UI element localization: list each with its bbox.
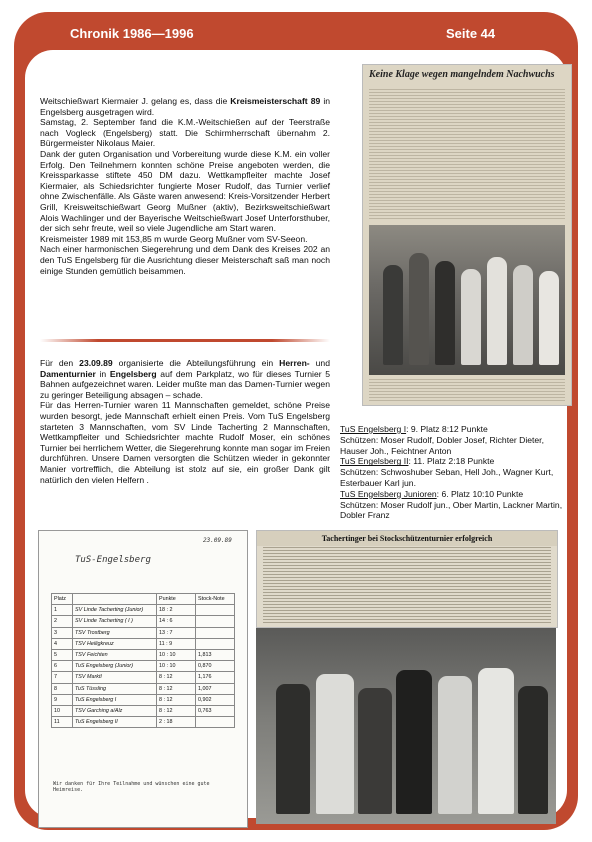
stock-note-cell: 0,763 bbox=[196, 705, 235, 716]
rank-cell: 4 bbox=[52, 638, 73, 649]
rank-cell: 2 bbox=[52, 616, 73, 627]
team-cell: SV Linde Tacherting ( I ) bbox=[73, 616, 157, 627]
clipping-text-columns bbox=[369, 89, 565, 219]
chronicle-title: Chronik 1986—1996 bbox=[70, 26, 194, 41]
points-cell: 10 : 10 bbox=[157, 649, 196, 660]
team-cell: TuS Tüssling bbox=[73, 683, 157, 694]
table-header-row: Platz Punkte Stock-Note bbox=[52, 594, 235, 605]
stock-note-cell bbox=[196, 605, 235, 616]
newspaper-clipping-2 bbox=[256, 530, 558, 628]
team-cell: TSV Marktl bbox=[73, 672, 157, 683]
clipping-text-body bbox=[263, 547, 551, 623]
rank-cell: 11 bbox=[52, 717, 73, 728]
article-kreismeisterschaft: Weitschießwart Kiermaier J. gelang es, dass die Kreismeisterschaft 89 in Engelsberg ausgetragen wird. Samstag, 2. September fand die K.M.-Weitschießen auf der Teerstraße nach Vogleck (Engelsberg) statt. Die Schirmherrschaft übernahm 2. Bürgermeister Nikolaus Maier. Dank der guten Organisation und Vorbereitung wurde diese K.M. ein voller Erfolg. Den Teilnehmern konnten schöne Preise angeboten werden, die Kreissparkasse stiftete 450 DM dazu. Wettkampfleiter machte Josef Kiermaier, als Schiedsrichter fungierte Moser Rudolf, das Turnier verlief ohne Zwischenfälle. Als Gäste waren anwesend: Kreis-Vorsitzender Herbert Grill, Kreisweitschießwart Georg Mußner (aktiv), Bezirksweitschießwart Alois Wachlinger und der Bayerische Weitschießwart Josef Unterforsthuber, der sich sehr freute, weil so viele Jugendliche am Start waren. Kreismeister 1989 mit 153,85 m wurde Georg Mußner vom SV-Seeon. Nach einer harmonischen Siegerehrung und dem Dank des Kreises 202 an den TuS Engelsberg für die Ausrichtung dieser Meisterschaft saß man noch einige Stunden gemütlich beisammen. bbox=[40, 96, 331, 276]
clipping-headline-2: Tachertinger bei Stockschützenturnier erfolgreich bbox=[257, 531, 557, 546]
stock-note-cell: 1,176 bbox=[196, 672, 235, 683]
table-row bbox=[52, 661, 235, 672]
stock-note-cell bbox=[196, 717, 235, 728]
scoresheet-date: 23.09.89 bbox=[203, 537, 232, 544]
rank-cell: 3 bbox=[52, 627, 73, 638]
points-cell: 8 : 12 bbox=[157, 672, 196, 683]
points-cell: 10 : 10 bbox=[157, 661, 196, 672]
table-row bbox=[52, 638, 235, 649]
team-cell: TuS Engelsberg (Junior) bbox=[73, 661, 157, 672]
results-table bbox=[51, 593, 235, 728]
rank-cell: 8 bbox=[52, 683, 73, 694]
points-cell: 8 : 12 bbox=[157, 694, 196, 705]
section-divider bbox=[40, 339, 330, 342]
points-cell: 2 : 18 bbox=[157, 717, 196, 728]
table-row bbox=[52, 672, 235, 683]
article-herrenturnier: Für den 23.09.89 organisierte die Abteilungsführung ein Herren- und Damenturnier in Engelsberg auf dem Parkplatz, wo für dieses Turnier 5 Bahnen aufgezeichnet waren. Leider mußte man das Damen-Turnier wegen zu geringer Beteiligung absagen – schade. Für das Herren-Turnier waren 11 Mannschaften gemeldet, schöne Preise wurden besorgt, jede Mannschaft erhielt einen Preis. Vom TuS Engelsberg starteten 3 Mannschaften, vom SV Linde Tacherting 2 Mannschaften, Wettkampfleiter und Schiedsrichter machte Rudolf Moser, ein schönes Turnier bei herrlichem Wetter, die Siegerehrung konnte man sogar im Freien durchführen. Unsere Damen versorgten die Schützen wieder in gekonnter Manier vortrefflich, die Abteilung ist stolz auf sie, ein großer Dank gilt natürlich den vielen Helfern . bbox=[40, 358, 331, 485]
stock-note-cell bbox=[196, 627, 235, 638]
team-cell: TuS Engelsberg I bbox=[73, 694, 157, 705]
rank-cell: 5 bbox=[52, 649, 73, 660]
stock-note-cell bbox=[196, 638, 235, 649]
team-cell: SV Linde Tacherting (Junior) bbox=[73, 605, 157, 616]
points-cell: 13 : 7 bbox=[157, 627, 196, 638]
rank-cell: 7 bbox=[52, 672, 73, 683]
rank-cell: 1 bbox=[52, 605, 73, 616]
points-cell: 14 : 6 bbox=[157, 616, 196, 627]
stock-note-cell: 1,007 bbox=[196, 683, 235, 694]
team-cell: TuS Engelsberg II bbox=[73, 717, 157, 728]
team-photo bbox=[256, 628, 556, 824]
team-cell: TSV Garching a/Alz bbox=[73, 705, 157, 716]
points-cell: 8 : 12 bbox=[157, 683, 196, 694]
rank-cell: 9 bbox=[52, 694, 73, 705]
stock-note-cell: 0,902 bbox=[196, 694, 235, 705]
stock-note-cell: 1,813 bbox=[196, 649, 235, 660]
page-number: Seite 44 bbox=[446, 26, 496, 41]
table-row bbox=[52, 627, 235, 638]
points-cell: 11 : 9 bbox=[157, 638, 196, 649]
table-row bbox=[52, 694, 235, 705]
group-photo bbox=[369, 225, 565, 375]
rank-cell: 6 bbox=[52, 661, 73, 672]
scoresheet-footer: Wir danken für Ihre Teilnahme und wünschen eine gute Heimreise. bbox=[53, 781, 210, 793]
points-cell: 18 : 2 bbox=[157, 605, 196, 616]
table-row bbox=[52, 616, 235, 627]
stock-note-cell: 0,870 bbox=[196, 661, 235, 672]
team-cell: TSV Heiligkreuz bbox=[73, 638, 157, 649]
team-results: TuS Engelsberg I: 9. Platz 8:12 Punkte Schützen: Moser Rudolf, Dobler Josef, Richter Dieter, Hauser Joh., Feichtner Anton TuS Engelsberg II: 11. Platz 2:18 Punkte Schützen: Schwoshuber Seban, Hell Joh., Wagner Kurt, Esterbauer Karl jun. TuS Engelsberg Junioren: 6. Platz 10:10 Punkte Schützen: Moser Rudolf jun., Ober Martin, Lackner Martin, Dobler Franz bbox=[340, 424, 563, 521]
team-cell: TSV Trostberg bbox=[73, 627, 157, 638]
table-row bbox=[52, 649, 235, 660]
table-row bbox=[52, 717, 235, 728]
table-row bbox=[52, 705, 235, 716]
table-row bbox=[52, 605, 235, 616]
score-sheet bbox=[38, 530, 248, 828]
photo-caption bbox=[369, 379, 565, 401]
team-cell: TSV Feichten bbox=[73, 649, 157, 660]
stock-note-cell bbox=[196, 616, 235, 627]
points-cell: 8 : 12 bbox=[157, 705, 196, 716]
rank-cell: 10 bbox=[52, 705, 73, 716]
clipping-headline: Keine Klage wegen mangelndem Nachwuchs bbox=[369, 69, 555, 80]
table-row bbox=[52, 683, 235, 694]
newspaper-clipping bbox=[362, 64, 572, 406]
scoresheet-title: TuS-Engelsberg bbox=[75, 555, 151, 565]
